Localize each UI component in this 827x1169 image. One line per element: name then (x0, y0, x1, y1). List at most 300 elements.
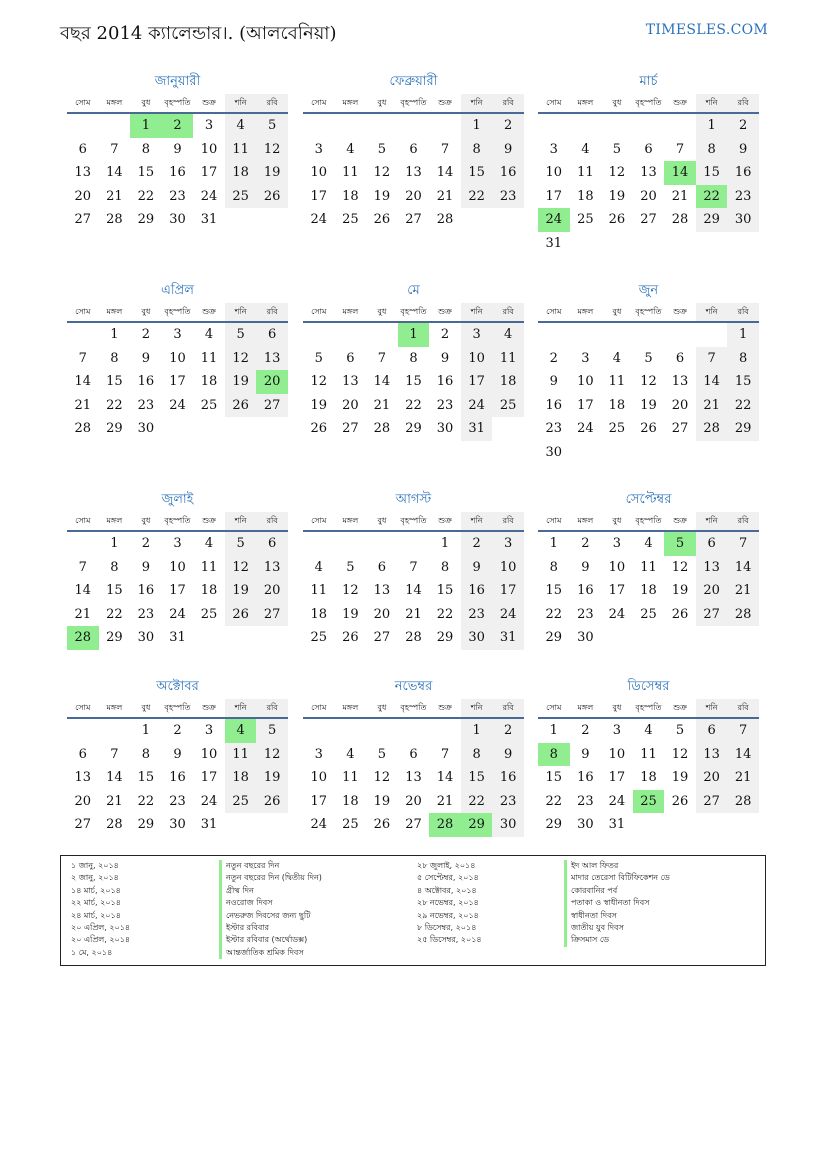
day-cell: 22 (727, 394, 759, 418)
week-row (538, 232, 759, 256)
day-cell: 28 (405, 630, 422, 645)
day-cell: 11 (577, 165, 594, 180)
day-cell: 8 (141, 746, 151, 762)
day-cell: 28 (436, 212, 454, 227)
day-cell: 22 (137, 188, 155, 204)
week-row (303, 394, 524, 418)
week-row (538, 813, 759, 837)
day-cell: 28 (727, 603, 759, 627)
weekday-label: বুধ (612, 98, 622, 107)
week-row (303, 532, 524, 556)
day-cell: 22 (461, 790, 493, 814)
empty-cell (225, 417, 257, 441)
week-row (303, 579, 524, 603)
holiday-names-col-1 (219, 860, 322, 959)
day-cell: 21 (106, 188, 123, 204)
day-cell: 13 (405, 770, 422, 785)
day-cell: 27 (405, 212, 422, 227)
weekday-label: শুক্র (438, 98, 452, 107)
holiday-day-cell: 20 (256, 370, 288, 394)
weekday-label: বুধ (377, 516, 387, 525)
day-cell: 6 (675, 350, 685, 366)
day-cell: 27 (696, 603, 728, 627)
empty-cell (570, 441, 602, 465)
day-cell: 20 (256, 579, 288, 603)
day-cell: 13 (342, 374, 359, 389)
day-cell: 6 (409, 141, 418, 157)
weekday-label: সোম (311, 307, 327, 316)
empty-cell (67, 114, 99, 138)
day-cell: 18 (608, 397, 626, 413)
day-cell: 23 (492, 185, 524, 209)
week-row (538, 394, 759, 418)
week-row (67, 347, 288, 371)
day-cell: 17 (492, 579, 524, 603)
empty-cell (366, 532, 398, 556)
weekday-label: বৃহস্পতি (635, 703, 662, 712)
empty-cell (727, 813, 759, 837)
weekday-header (303, 512, 524, 532)
week-row (303, 766, 524, 790)
holiday-date: ২ জানু, ২০১৪ (71, 873, 119, 883)
day-cell: 2 (492, 719, 524, 743)
day-cell: 1 (110, 536, 119, 551)
day-cell: 13 (74, 165, 92, 180)
holiday-name: ইস্টার রবিবার (219, 922, 322, 934)
week-row (67, 138, 288, 162)
holiday-date: ২২ মার্চ, ২০১৪ (71, 898, 121, 908)
empty-cell (664, 114, 696, 138)
weekday-label: সোম (75, 307, 91, 316)
day-cell: 24 (310, 212, 328, 227)
empty-cell (664, 232, 696, 256)
week-row (303, 138, 524, 162)
empty-cell (601, 323, 633, 347)
weekday-label: রবি (727, 303, 759, 321)
day-cell: 8 (141, 141, 151, 157)
empty-cell (696, 813, 728, 837)
day-cell: 16 (461, 579, 493, 603)
day-cell: 20 (640, 188, 657, 204)
day-cell: 6 (346, 350, 355, 366)
weekday-label: সোম (75, 703, 91, 712)
day-cell: 30 (169, 817, 186, 832)
day-cell: 30 (137, 421, 155, 436)
day-cell: 20 (342, 397, 359, 413)
month-block (303, 490, 524, 650)
day-cell: 7 (675, 141, 685, 157)
day-cell: 26 (225, 394, 257, 418)
day-cell: 2 (440, 327, 450, 342)
weekday-label: রবি (492, 512, 524, 530)
day-cell: 17 (577, 397, 594, 413)
day-cell: 1 (727, 323, 759, 347)
weekday-label: বৃহস্পতি (635, 516, 662, 525)
holiday-date: ২৪ মার্চ, ২০১৪ (71, 910, 121, 920)
day-cell: 27 (405, 817, 422, 832)
weekday-label: মঙ্গল (106, 307, 123, 316)
day-cell: 15 (106, 583, 123, 598)
day-cell: 19 (671, 770, 689, 785)
day-cell: 16 (169, 770, 186, 785)
weekday-header (538, 303, 759, 323)
day-cell: 10 (577, 374, 594, 389)
day-cell: 9 (581, 746, 590, 762)
day-cell: 26 (256, 790, 288, 814)
weekday-label: মঙ্গল (106, 98, 123, 107)
empty-cell (303, 114, 335, 138)
day-cell: 27 (256, 603, 288, 627)
weekday-label: বুধ (377, 307, 387, 316)
weekday-label: সোম (546, 307, 562, 316)
weekday-label: শনি (696, 512, 728, 530)
day-cell: 3 (612, 536, 622, 551)
holiday-dates-col-1 (71, 860, 130, 959)
day-cell: 8 (110, 559, 119, 575)
holiday-day-cell: 22 (696, 185, 728, 209)
day-cell: 15 (137, 165, 155, 180)
day-cell: 17 (169, 583, 186, 598)
holiday-day-cell: 4 (225, 719, 257, 743)
day-cell: 3 (204, 723, 214, 738)
holiday-day-cell: 28 (429, 813, 461, 837)
day-cell: 27 (256, 394, 288, 418)
day-cell: 11 (200, 559, 218, 575)
day-cell: 1 (461, 114, 493, 138)
weekday-label: শনি (696, 94, 728, 112)
holiday-list (60, 855, 766, 966)
day-cell: 4 (225, 114, 257, 138)
day-cell: 18 (640, 583, 657, 598)
day-cell: 30 (169, 212, 186, 227)
holiday-name: নতুন বছরের দিন (দ্বিতীয় দিন) (219, 872, 322, 884)
day-cell: 3 (314, 141, 323, 157)
day-cell: 12 (256, 743, 288, 767)
empty-cell (429, 114, 461, 138)
day-cell: 18 (225, 766, 257, 790)
week-row (67, 417, 288, 441)
day-cell: 26 (640, 421, 657, 436)
empty-cell (664, 441, 696, 465)
weekday-header (538, 94, 759, 114)
day-cell: 25 (608, 421, 626, 436)
holiday-day-cell: 5 (664, 532, 696, 556)
weekday-label: সোম (546, 516, 562, 525)
day-cell: 23 (577, 606, 594, 622)
holiday-name: গ্রীষ্ম দিন (219, 885, 322, 897)
empty-cell (696, 441, 728, 465)
week-row (538, 441, 759, 465)
day-cell: 27 (342, 421, 359, 436)
empty-cell (256, 208, 288, 232)
week-row (67, 813, 288, 837)
holiday-dates-col-2 (417, 860, 482, 947)
empty-cell (492, 208, 524, 232)
day-cell: 11 (310, 583, 328, 598)
week-row (67, 626, 288, 650)
empty-cell (601, 626, 633, 650)
day-cell: 24 (200, 793, 218, 809)
day-cell: 4 (204, 327, 214, 342)
weekday-label: শনি (225, 303, 257, 321)
weekday-label: শুক্র (673, 307, 687, 316)
weekday-label: মঙ্গল (342, 307, 359, 316)
day-cell: 16 (727, 161, 759, 185)
day-cell: 30 (137, 630, 155, 645)
day-cell: 10 (608, 559, 626, 575)
empty-cell (601, 114, 633, 138)
day-cell: 29 (436, 630, 454, 645)
day-cell: 18 (342, 793, 359, 809)
day-cell: 15 (461, 161, 493, 185)
empty-cell (225, 208, 257, 232)
day-cell: 28 (74, 421, 92, 436)
weekday-label: রবি (727, 94, 759, 112)
day-cell: 4 (644, 723, 653, 738)
weekday-header (67, 699, 288, 719)
month-name: ফেব্রুয়ারী (389, 74, 438, 89)
week-row (303, 208, 524, 232)
weekday-label: সোম (311, 703, 327, 712)
day-cell: 22 (545, 606, 563, 622)
week-row (538, 138, 759, 162)
empty-cell (633, 232, 665, 256)
day-cell: 7 (110, 141, 119, 157)
day-cell: 30 (461, 626, 493, 650)
day-cell: 25 (200, 606, 218, 622)
day-cell: 3 (581, 350, 590, 366)
day-cell: 28 (106, 817, 123, 832)
day-cell: 28 (727, 790, 759, 814)
day-cell: 23 (577, 793, 594, 809)
day-cell: 21 (696, 394, 728, 418)
day-cell: 4 (612, 350, 622, 366)
weekday-header (538, 699, 759, 719)
holiday-date: ১ জানু, ২০১৪ (71, 861, 119, 870)
day-cell: 9 (727, 138, 759, 162)
weekday-label: সোম (75, 98, 91, 107)
day-cell: 2 (549, 350, 558, 366)
holiday-date: ১৪ মার্চ, ২০১৪ (71, 885, 121, 895)
day-cell: 6 (78, 141, 87, 157)
day-cell: 22 (405, 397, 422, 413)
weekday-label: বৃহস্পতি (635, 98, 662, 107)
day-cell: 6 (644, 141, 653, 157)
empty-cell (99, 114, 131, 138)
holiday-name: নওরোজ দিবস (219, 897, 322, 909)
site-link[interactable]: TIMESLES.COM (645, 22, 768, 38)
day-cell: 23 (137, 606, 155, 622)
day-cell: 19 (671, 583, 689, 598)
day-cell: 11 (342, 165, 359, 180)
holiday-day-cell: 29 (461, 813, 493, 837)
holiday-day-cell: 2 (162, 114, 194, 138)
day-cell: 17 (608, 583, 626, 598)
day-cell: 27 (696, 790, 728, 814)
weekday-label: মঙ্গল (577, 98, 594, 107)
month-block (538, 281, 759, 464)
week-row (538, 579, 759, 603)
weekday-label: শুক্র (673, 98, 687, 107)
day-cell: 20 (696, 766, 728, 790)
day-cell: 21 (436, 793, 454, 809)
weekday-label: রবি (492, 94, 524, 112)
empty-cell (67, 323, 99, 347)
empty-cell (570, 114, 602, 138)
day-cell: 18 (342, 188, 359, 204)
day-cell: 10 (169, 559, 186, 575)
day-cell: 7 (440, 141, 450, 157)
day-cell: 19 (225, 370, 257, 394)
day-cell: 14 (696, 370, 728, 394)
day-cell: 18 (310, 606, 328, 622)
day-cell: 4 (644, 536, 653, 551)
day-cell: 31 (608, 817, 626, 832)
week-row (303, 603, 524, 627)
week-row (303, 114, 524, 138)
day-cell: 20 (74, 793, 92, 809)
day-cell: 14 (436, 165, 454, 180)
day-cell: 24 (200, 188, 218, 204)
day-cell: 26 (671, 793, 689, 809)
weekday-header (303, 303, 524, 323)
day-cell: 2 (492, 114, 524, 138)
day-cell: 19 (310, 397, 328, 413)
month-block (538, 72, 759, 255)
day-cell: 11 (225, 743, 257, 767)
empty-cell (335, 323, 367, 347)
weekday-label: শুক্র (438, 703, 452, 712)
day-cell: 29 (106, 421, 123, 436)
day-cell: 8 (549, 559, 558, 575)
holiday-day-cell: 24 (538, 208, 570, 232)
weekday-label: রবি (256, 303, 288, 321)
weekday-label: রবি (256, 699, 288, 717)
week-row (538, 161, 759, 185)
day-cell: 13 (256, 347, 288, 371)
page-title: বছর 2014 ক্যালেন্ডার।. (আলবেনিয়া) (60, 23, 337, 44)
day-cell: 12 (225, 347, 257, 371)
day-cell: 25 (342, 817, 359, 832)
day-cell: 16 (169, 165, 186, 180)
day-cell: 21 (671, 188, 689, 204)
day-cell: 29 (106, 630, 123, 645)
week-row (538, 114, 759, 138)
day-cell: 17 (545, 188, 563, 204)
day-cell: 11 (640, 559, 657, 575)
day-cell: 18 (200, 374, 218, 389)
empty-cell (193, 626, 225, 650)
day-cell: 14 (106, 165, 123, 180)
weekday-label: সোম (311, 98, 327, 107)
holiday-date: ২৮ নভেম্বর, ২০১৪ (417, 898, 479, 908)
day-cell: 5 (675, 723, 685, 738)
day-cell: 2 (173, 723, 182, 738)
weekday-label: বৃহস্পতি (164, 98, 191, 107)
day-cell: 25 (310, 630, 328, 645)
day-cell: 30 (436, 421, 454, 436)
week-row (538, 743, 759, 767)
weekday-label: বৃহস্পতি (635, 307, 662, 316)
month-block (538, 677, 759, 837)
day-cell: 30 (492, 813, 524, 837)
day-cell: 26 (608, 212, 626, 227)
day-cell: 12 (373, 165, 391, 180)
week-row (67, 603, 288, 627)
day-cell: 29 (137, 212, 155, 227)
weekday-label: বৃহস্পতি (164, 307, 191, 316)
day-cell: 4 (492, 323, 524, 347)
weekday-label: সোম (546, 98, 562, 107)
day-cell: 23 (436, 397, 454, 413)
weekday-label: মঙ্গল (342, 98, 359, 107)
day-cell: 22 (436, 606, 454, 622)
day-cell: 31 (492, 626, 524, 650)
weekday-label: বৃহস্পতি (400, 98, 427, 107)
empty-cell (303, 323, 335, 347)
weekday-label: সোম (75, 516, 91, 525)
weekday-label: শুক্র (673, 516, 687, 525)
weekday-header (67, 512, 288, 532)
weekday-label: বুধ (141, 307, 151, 316)
day-cell: 21 (727, 579, 759, 603)
day-cell: 17 (200, 165, 218, 180)
day-cell: 30 (577, 630, 594, 645)
day-cell: 12 (225, 556, 257, 580)
week-row (538, 347, 759, 371)
day-cell: 11 (640, 746, 657, 762)
day-cell: 1 (549, 536, 558, 551)
day-cell: 24 (577, 421, 594, 436)
week-row (538, 790, 759, 814)
month-block (67, 490, 288, 650)
weekday-label: শনি (461, 94, 493, 112)
day-cell: 19 (373, 793, 391, 809)
weekday-label: বৃহস্পতি (400, 703, 427, 712)
day-cell: 26 (373, 212, 391, 227)
month-name: মে (407, 283, 420, 298)
week-row (538, 766, 759, 790)
day-cell: 26 (342, 630, 359, 645)
day-cell: 21 (405, 606, 422, 622)
day-cell: 21 (106, 793, 123, 809)
weekday-label: বুধ (612, 703, 622, 712)
empty-cell (461, 208, 493, 232)
month-name: এপ্রিল (161, 283, 194, 298)
day-cell: 3 (314, 746, 323, 762)
empty-cell (67, 532, 99, 556)
day-cell: 20 (671, 397, 689, 413)
weekday-label: রবি (727, 699, 759, 717)
day-cell: 11 (342, 770, 359, 785)
day-cell: 18 (200, 583, 218, 598)
day-cell: 1 (696, 114, 728, 138)
holiday-name: ক্রিসমাস ডে (564, 934, 670, 946)
day-cell: 23 (545, 421, 563, 436)
empty-cell (256, 417, 288, 441)
empty-cell (570, 323, 602, 347)
holiday-name: আন্তর্জাতিক শ্রমিক দিবস (219, 947, 322, 959)
day-cell: 25 (577, 212, 594, 227)
day-cell: 9 (461, 556, 493, 580)
day-cell: 15 (405, 374, 422, 389)
day-cell: 12 (373, 770, 391, 785)
day-cell: 18 (492, 370, 524, 394)
day-cell: 10 (608, 746, 626, 762)
weekday-label: মঙ্গল (342, 516, 359, 525)
day-cell: 29 (545, 817, 563, 832)
week-row (303, 743, 524, 767)
